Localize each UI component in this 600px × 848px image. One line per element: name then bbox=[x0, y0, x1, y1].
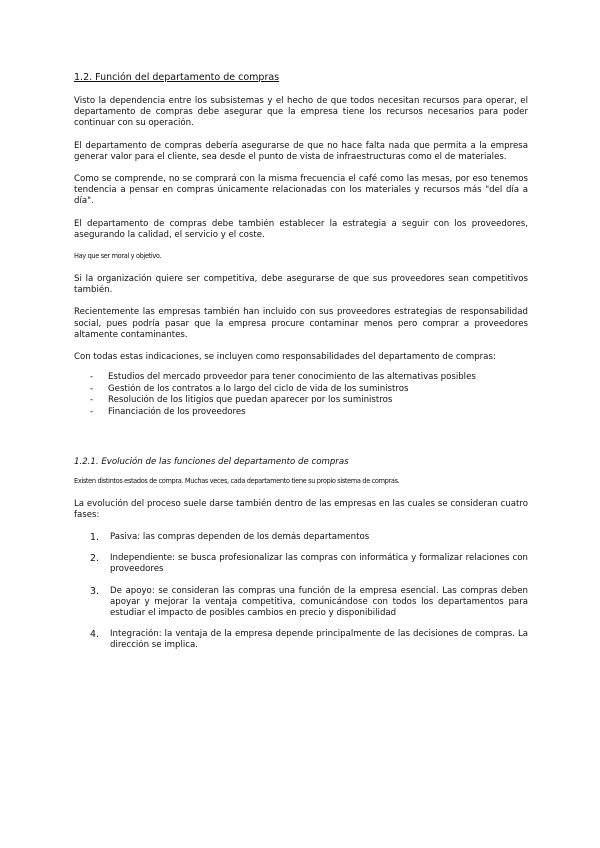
paragraph: Con todas estas indicaciones, se incluyen como responsabilidades del departamento de compras: bbox=[74, 352, 496, 363]
paragraph: Como se comprende, no se comprará con la misma frecuencia el café como las mesas, por eso tenemos tendencia a pensar en compras únicamente relacionadas con los materiales y recursos más "del día a día". bbox=[74, 174, 528, 207]
list-item-text: Pasiva: las compras dependen de los demás departamentos bbox=[110, 532, 370, 543]
paragraph: Visto la dependencia entre los subsistemas y el hecho de que todos necesitan recursos para operar, el departamento de compras debe asegurar que la empresa tiene los recursos necesarios para poder continuar con su operación. bbox=[74, 96, 528, 129]
dash-marker: - bbox=[90, 407, 94, 418]
dash-marker: - bbox=[90, 395, 94, 406]
item-number: 1. bbox=[90, 532, 99, 544]
dash-marker: - bbox=[90, 372, 94, 383]
handwritten-note: Hay que ser moral y objetivo. bbox=[74, 252, 162, 261]
paragraph: El departamento de compras debe también establecer la estrategia a seguir con los proveedores, asegurando la calidad, el servicio y el coste. bbox=[74, 218, 528, 240]
responsibilities-list bbox=[74, 372, 528, 418]
section-title: 1.2. Función del departamento de compras bbox=[74, 72, 280, 83]
item-number: 4. bbox=[90, 629, 99, 641]
dash-marker: - bbox=[90, 383, 94, 394]
list-item bbox=[74, 553, 528, 575]
list-item bbox=[74, 372, 528, 384]
list-item-text: Gestión de los contratos a lo largo del ciclo de vida de los suministros bbox=[108, 383, 409, 394]
list-item-text: Integración: la ventaja de la empresa depende principalmente de las decisiones de compras. La dirección se implica. bbox=[110, 629, 528, 651]
list-item bbox=[74, 407, 528, 419]
list-item bbox=[74, 629, 528, 651]
paragraph: La evolución del proceso suele darse también dentro de las empresas en las cuales se consideran cuatro fases: bbox=[74, 498, 528, 520]
list-item bbox=[74, 395, 528, 407]
item-number: 2. bbox=[90, 553, 99, 565]
list-item bbox=[74, 532, 528, 543]
paragraph: El departamento de compras debería asegurarse de que no hace falta nada que permita a la empresa generar valor para el cliente, sea desde el punto de vista de infraestructuras como el de materiales. bbox=[74, 140, 528, 162]
item-number: 3. bbox=[90, 585, 99, 597]
list-item-text: Independiente: se busca profesionalizar las compras con informática y formalizar relaciones con proveedores bbox=[110, 553, 528, 575]
list-item-text: De apoyo: se consideran las compras una función de la empresa esencial. Las compras deben apoyar y mejorar la ventaja competitiva, comunicándose con todos los departamentos para estudiar el impacto de posibles cambios en precio y disponibilidad bbox=[110, 585, 528, 619]
phases-list bbox=[74, 532, 528, 652]
list-item-text: Financiación de los proveedores bbox=[108, 407, 246, 418]
handwritten-note: Existen distintos estados de compra. Muchas veces, cada departamento tiene su propio sistema de compras. bbox=[74, 476, 400, 485]
paragraph: Recientemente las empresas también han incluido con sus proveedores estrategias de responsabilidad social, pues podría pasar que la empresa procure contaminar menos pero comprar a proveedores altamente contaminantes. bbox=[74, 307, 528, 340]
list-item bbox=[74, 384, 528, 396]
subsection-title: 1.2.1. Evolución de las funciones del departamento de compras bbox=[74, 456, 349, 467]
document-page bbox=[74, 72, 528, 662]
list-item bbox=[74, 586, 528, 620]
list-item-text: Estudios del mercado proveedor para tener conocimiento de las alternativas posibles bbox=[108, 372, 476, 383]
paragraph: Si la organización quiere ser competitiva, debe asegurarse de que sus proveedores sean competitivos también. bbox=[74, 274, 528, 296]
list-item-text: Resolución de los litigios que puedan aparecer por los suministros bbox=[108, 395, 393, 406]
